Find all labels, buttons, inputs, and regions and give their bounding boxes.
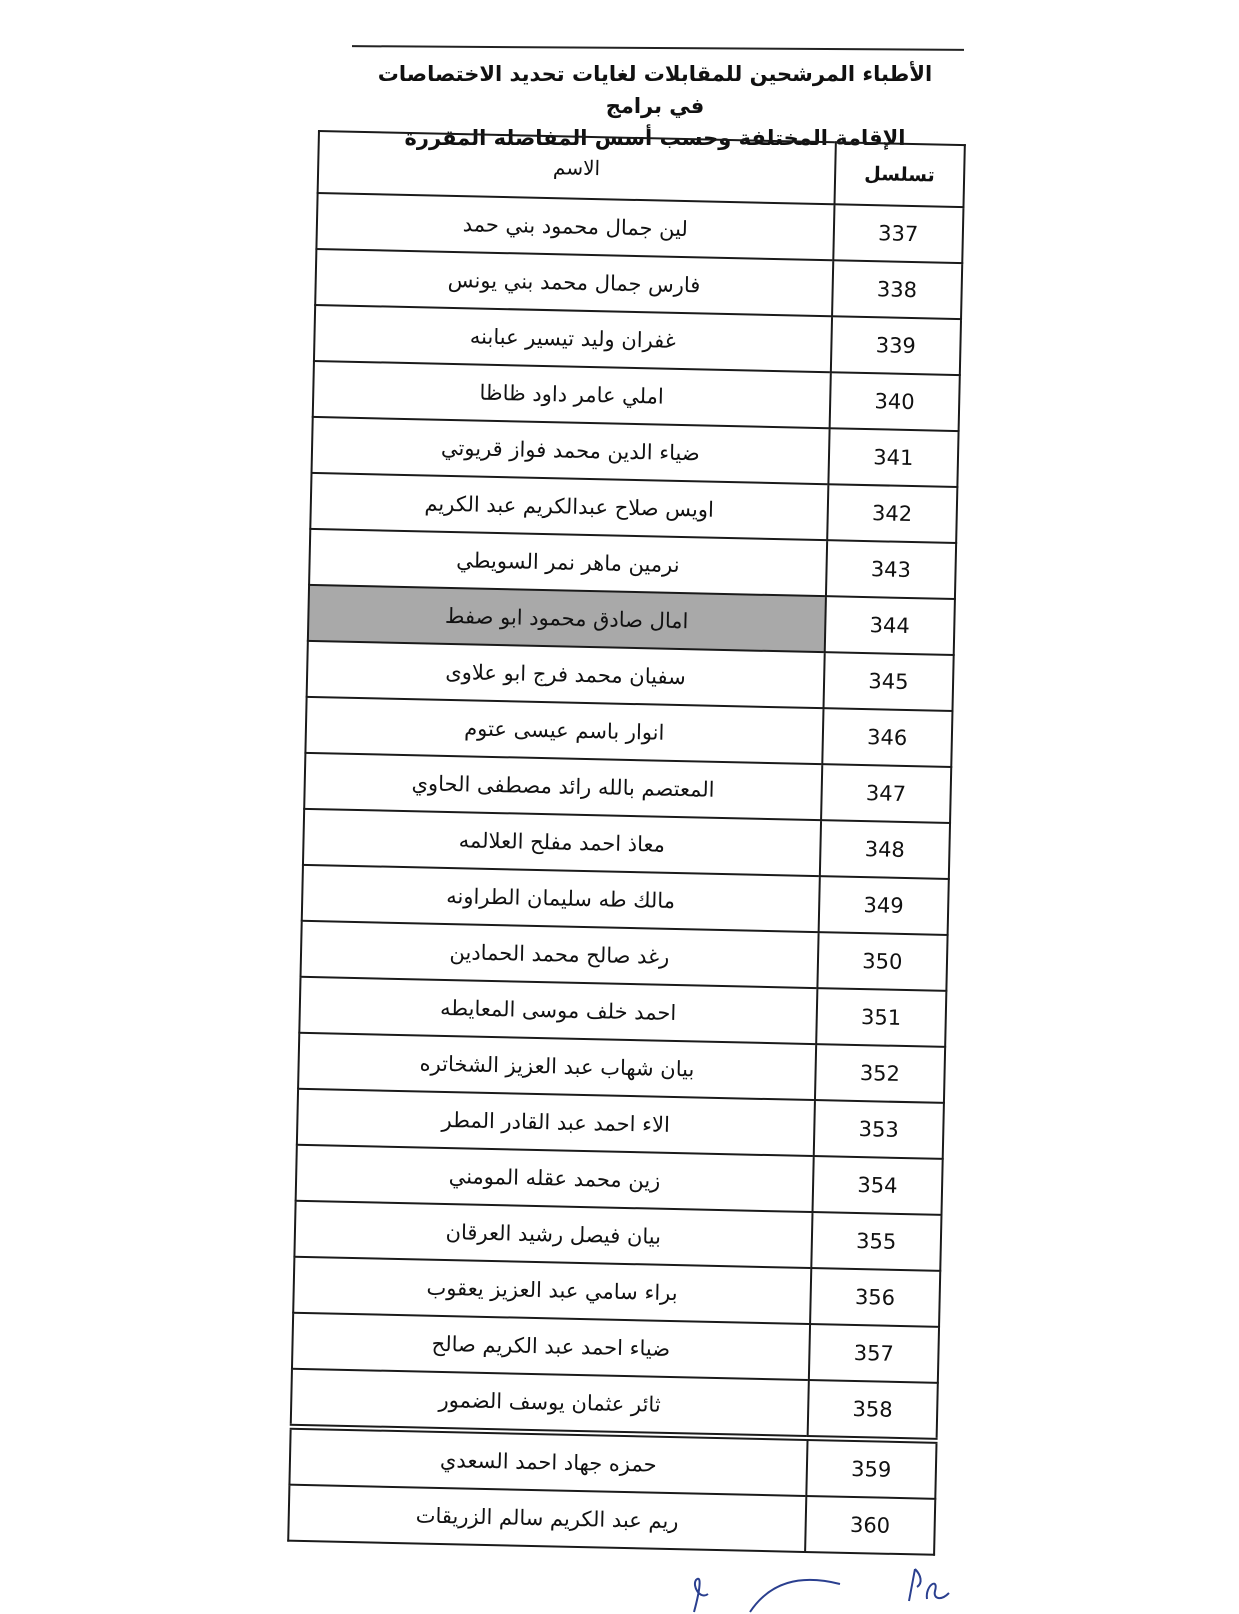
name-cell: امال صادق محمود ابو صفط xyxy=(308,585,826,652)
seq-cell: 346 xyxy=(822,708,952,767)
name-cell: نرمين ماهر نمر السويطي xyxy=(309,529,827,596)
seq-cell: 341 xyxy=(828,428,958,487)
name-cell: بيان شهاب عبد العزيز الشخاتره xyxy=(298,1033,816,1100)
name-cell: حمزه جهاد احمد السعدي xyxy=(289,1427,807,1496)
name-cell: فارس جمال محمد بني يونس xyxy=(315,249,833,316)
seq-cell: 345 xyxy=(823,652,953,711)
name-cell: زين محمد عقله المومني xyxy=(296,1145,814,1212)
seq-cell: 357 xyxy=(809,1324,939,1383)
seq-cell: 342 xyxy=(827,484,957,543)
seq-cell: 343 xyxy=(826,540,956,599)
initials-icon xyxy=(905,1565,955,1605)
seq-cell: 344 xyxy=(824,596,954,655)
table-body xyxy=(288,193,963,1555)
seq-cell: 348 xyxy=(820,820,950,879)
seq-cell: 351 xyxy=(816,988,946,1047)
name-cell: غفران وليد تيسير عبابنه xyxy=(314,305,832,372)
name-cell: الاء احمد عبد القادر المطر xyxy=(297,1089,815,1156)
name-cell: اويس صلاح عبدالكريم عبد الكريم xyxy=(310,473,828,540)
name-cell: رغد صالح محمد الحمادين xyxy=(301,921,819,988)
name-cell: ضياء الدين محمد فواز قريوتي xyxy=(312,417,830,484)
seq-cell: 355 xyxy=(811,1212,941,1271)
seq-cell: 340 xyxy=(829,372,959,431)
seq-cell: 359 xyxy=(806,1438,937,1499)
name-cell: املي عامر داود ظاظا xyxy=(313,361,831,428)
name-cell: ضياء احمد عبد الكريم صالح xyxy=(292,1313,810,1380)
name-cell: معاذ احمد مفلح العلالمه xyxy=(303,809,821,876)
column-header-seq: تسلسل xyxy=(834,142,965,207)
title-line-2: الإقامة المختلفة وحسب أسس المفاضلة المقررة xyxy=(404,126,906,150)
name-cell: المعتصم بالله رائد مصطفى الحاوي xyxy=(304,753,822,820)
name-cell: ريم عبد الكريم سالم الزريقات xyxy=(288,1485,806,1552)
name-cell: احمد خلف موسى المعايطه xyxy=(299,977,817,1044)
name-cell: انوار باسم عيسى عتوم xyxy=(305,697,823,764)
name-cell: بيان فيصل رشيد العرقان xyxy=(294,1201,812,1268)
seq-cell: 358 xyxy=(807,1380,938,1441)
column-header-name: الاسم xyxy=(318,131,836,204)
seq-cell: 349 xyxy=(818,876,948,935)
seq-cell: 356 xyxy=(810,1268,940,1327)
name-cell: براء سامي عبد العزيز يعقوب xyxy=(293,1257,811,1324)
seq-cell: 337 xyxy=(833,204,963,263)
name-cell: لين جمال محمود بني حمد xyxy=(316,193,834,260)
candidates-table xyxy=(287,130,966,1556)
seq-cell: 347 xyxy=(821,764,951,823)
seq-cell: 354 xyxy=(812,1156,942,1215)
seq-cell: 350 xyxy=(817,932,947,991)
seq-cell: 338 xyxy=(832,260,962,319)
seq-cell: 353 xyxy=(813,1100,943,1159)
seq-cell: 339 xyxy=(831,316,961,375)
name-cell: ثائر عثمان يوسف الضمور xyxy=(291,1369,809,1438)
name-cell: مالك طه سليمان الطراونه xyxy=(302,865,820,932)
seq-cell: 360 xyxy=(805,1496,935,1555)
top-rule xyxy=(352,45,964,51)
name-cell: سفيان محمد فرج ابو علاوى xyxy=(307,641,825,708)
seq-cell: 352 xyxy=(815,1044,945,1103)
title-line-1: الأطباء المرشحين للمقابلات لغايات تحديد الاختصاصات في برامج xyxy=(377,62,933,118)
